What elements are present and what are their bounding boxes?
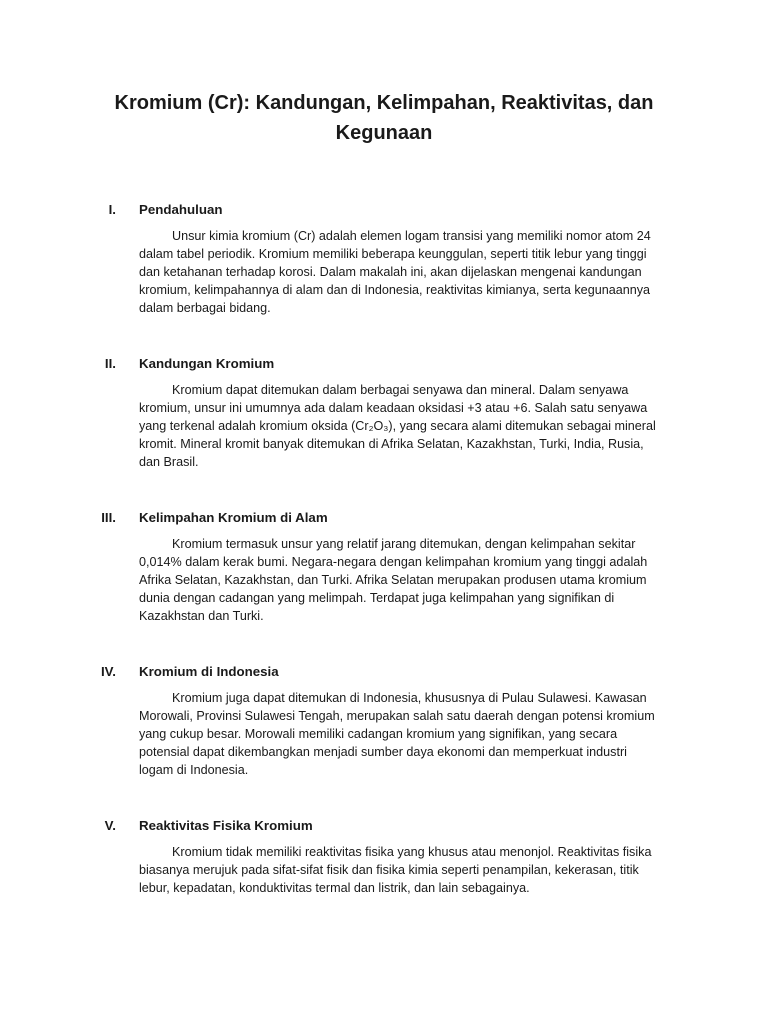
paragraph-line: dan Brasil.	[139, 455, 199, 469]
section-heading	[0, 508, 768, 528]
paragraph-line: Kromium dapat ditemukan dalam berbagai senyawa dan mineral. Dalam senyawa	[172, 383, 629, 397]
paragraph-line: dunia dengan cadangan yang melimpah. Terdapat juga kelimpahan yang signifikan di	[139, 591, 615, 605]
paragraph-line: Kromium termasuk unsur yang relatif jarang ditemukan, dengan kelimpahan sekitar	[172, 537, 636, 551]
section-title: Pendahuluan	[139, 202, 223, 217]
section-number: IV.	[100, 664, 116, 679]
section-heading	[0, 354, 768, 374]
section-title: Reaktivitas Fisika Kromium	[139, 818, 313, 833]
document-title: Kromium (Cr): Kandungan, Kelimpahan, Reaktivitas, dan Kegunaan	[114, 92, 654, 144]
paragraph-line: lebur, kepadatan, konduktivitas termal dan listrik, dan lain sebagainya.	[139, 881, 530, 895]
section-number: V.	[104, 818, 116, 833]
section-number: III.	[101, 510, 116, 525]
section-title: Kromium di Indonesia	[139, 664, 279, 679]
paragraph-line: potensial dapat dikembangkan menjadi sumber daya ekonomi dan memperkuat industri	[139, 745, 627, 759]
section-kelimpahan-kromium	[0, 508, 768, 623]
paragraph-line: Morowali, Provinsi Sulawesi Tengah, merupakan salah satu daerah dengan potensi kromium	[139, 709, 655, 723]
paragraph-line: 0,014% dalam kerak bumi. Negara-negara dengan kelimpahan kromium yang tinggi adalah	[139, 555, 648, 569]
paragraph-line: Kromium tidak memiliki reaktivitas fisika yang khusus atau menonjol. Reaktivitas fisika	[172, 845, 652, 859]
section-heading	[0, 662, 768, 682]
paragraph-line: dan ketahanan terhadap korosi. Dalam makalah ini, akan dijelaskan mengenai kandungan	[139, 265, 642, 279]
section-heading	[0, 200, 768, 220]
paragraph-line: yang terkenal adalah kromium oksida (Cr₂O₃), yang secara alami ditemukan sebagai mineral	[139, 419, 656, 433]
section-paragraph	[139, 381, 671, 471]
paragraph-line: Kromium juga dapat ditemukan di Indonesia, khususnya di Pulau Sulawesi. Kawasan	[172, 691, 647, 705]
section-kromium-di-indonesia	[0, 662, 768, 777]
paragraph-line: dalam berbagai bidang.	[139, 301, 271, 315]
section-paragraph	[139, 689, 671, 779]
section-title: Kandungan Kromium	[139, 356, 275, 371]
paragraph-line: kromit. Mineral kromit banyak ditemukan di Afrika Selatan, Kazakhstan, Turki, India, Rusia,	[139, 437, 644, 451]
section-title: Kelimpahan Kromium di Alam	[139, 510, 328, 525]
section-pendahuluan	[0, 200, 768, 315]
paragraph-line: Kazakhstan dan Turki.	[139, 609, 264, 623]
section-reaktivitas-fisika	[0, 816, 768, 895]
section-paragraph	[139, 843, 671, 897]
paragraph-line: dalam tabel periodik. Kromium memiliki beberapa keunggulan, seperti titik lebur yang tinggi	[139, 247, 647, 261]
paragraph-line: Unsur kimia kromium (Cr) adalah elemen logam transisi yang memiliki nomor atom 24	[172, 229, 651, 243]
section-number: I.	[108, 202, 116, 217]
section-number: II.	[104, 356, 116, 371]
paragraph-line: logam di Indonesia.	[139, 763, 249, 777]
section-kandungan-kromium	[0, 354, 768, 469]
paragraph-line: yang cukup besar. Morowali memiliki cadangan kromium yang signifikan, yang secara	[139, 727, 618, 741]
section-heading	[0, 816, 768, 836]
paragraph-line: biasanya merujuk pada sifat-sifat fisik dan fisika kimia seperti penampilan, kekerasan, titik	[139, 863, 639, 877]
paragraph-line: kromium, unsur ini umumnya ada dalam keadaan oksidasi +3 atau +6. Salah satu senyawa	[139, 401, 648, 415]
section-paragraph	[139, 227, 671, 317]
section-paragraph	[139, 535, 671, 625]
paragraph-line: kromium, kelimpahannya di alam dan di Indonesia, reaktivitas kimianya, serta kegunaannya	[139, 283, 651, 297]
paragraph-line: Afrika Selatan, Kazakhstan, dan Turki. Afrika Selatan merupakan produsen utama kromium	[139, 573, 647, 587]
